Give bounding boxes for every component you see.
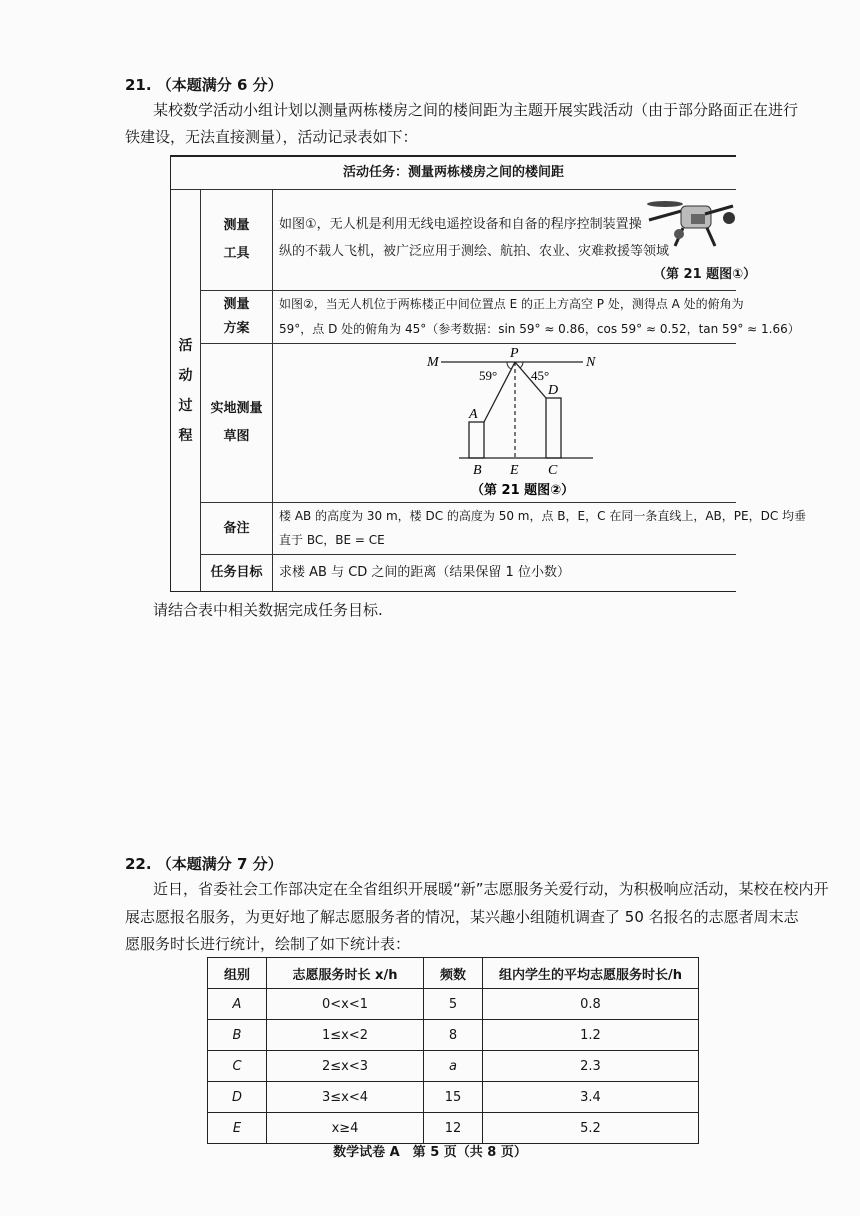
label-m: M xyxy=(427,355,439,370)
notes-content-cell xyxy=(273,503,807,555)
q22-intro-line3: 愿服务时长进行统计，绘制了如下统计表： xyxy=(125,935,411,953)
label-e: E xyxy=(510,463,519,478)
tools-figure-caption: （第 21 题图①） xyxy=(653,267,757,282)
q22-heading: 22. （本题满分 7 分） xyxy=(125,855,283,873)
table-row xyxy=(208,1082,699,1113)
notes-label: 备注 xyxy=(223,520,250,536)
table-row xyxy=(208,1020,699,1051)
drone-image xyxy=(645,194,737,264)
page-footer: 数学试卷 A 第 5 页（共 8 页） xyxy=(333,1145,527,1160)
process-label: 活动过程 xyxy=(178,337,193,444)
cell-group: D xyxy=(208,1082,267,1113)
cell-duration: x≥4 xyxy=(267,1113,424,1144)
goal-label: 任务目标 xyxy=(210,565,263,580)
q22-intro-line1: 近日，省委社会工作部决定在全省组织开展暖“新”志愿服务关爱行动，为积极响应活动，某校在校内开 xyxy=(153,880,829,898)
notes-text-2: 直于 BC，BE = CE xyxy=(279,533,385,547)
cell-duration: 0<x<1 xyxy=(267,989,424,1020)
goal-label-cell xyxy=(201,555,273,591)
sketch-figure-caption: （第 21 题图②） xyxy=(471,483,575,498)
q21-intro-line2: 铁建设，无法直接测量），活动记录表如下： xyxy=(125,128,418,146)
cell-frequency: 5 xyxy=(424,989,483,1020)
cell-average: 0.8 xyxy=(483,989,699,1020)
cell-frequency: a xyxy=(424,1051,483,1082)
table-row xyxy=(208,989,699,1020)
measurement-sketch-diagram xyxy=(423,344,623,502)
goal-content-cell xyxy=(273,555,736,591)
label-b: B xyxy=(473,463,482,478)
table-row xyxy=(208,1113,699,1144)
header-average: 组内学生的平均志愿服务时长/h xyxy=(483,958,699,989)
tools-text-1: 如图①，无人机是利用无线电遥控设备和自备的程序控制装置操 xyxy=(279,217,642,232)
cell-group: C xyxy=(208,1051,267,1082)
activity-title-cell xyxy=(171,157,736,190)
volunteer-stats-table xyxy=(207,957,699,1144)
header-duration: 志愿服务时长 x/h xyxy=(267,958,424,989)
q21-heading: 21. （本题满分 6 分） xyxy=(125,76,283,94)
q21-instruction: 请结合表中相关数据完成任务目标. xyxy=(153,601,383,619)
cell-duration: 3≤x<4 xyxy=(267,1082,424,1113)
q22-intro-line2: 展志愿报名服务，为更好地了解志愿服务者的情况，某兴趣小组随机调查了 50 名报名的志愿者周末志 xyxy=(125,908,799,926)
tools-content-cell xyxy=(273,190,757,291)
tools-text-2: 纵的不载人飞机，被广泛应用于测绘、航拍、农业、灾难救援等领域 xyxy=(279,244,670,259)
plan-label-cell xyxy=(201,291,273,344)
cell-duration: 1≤x<2 xyxy=(267,1020,424,1051)
table-row xyxy=(208,1051,699,1082)
tools-label-2: 工具 xyxy=(223,246,250,261)
plan-text-1: 如图②，当无人机位于两栋楼正中间位置点 E 的正上方高空 P 处，测得点 A 处的俯角为 xyxy=(279,297,744,311)
label-n: N xyxy=(586,355,596,370)
label-a: A xyxy=(469,407,478,422)
tools-label-1: 测量 xyxy=(223,218,250,233)
label-d: D xyxy=(548,383,559,398)
activity-record-table xyxy=(170,155,807,592)
header-group: 组别 xyxy=(208,958,267,989)
cell-average: 5.2 xyxy=(483,1113,699,1144)
cell-average: 1.2 xyxy=(483,1020,699,1051)
header-frequency: 频数 xyxy=(424,958,483,989)
goal-text: 求楼 AB 与 CD 之间的距离（结果保留 1 位小数） xyxy=(279,565,570,580)
cell-frequency: 8 xyxy=(424,1020,483,1051)
cell-frequency: 12 xyxy=(424,1113,483,1144)
cell-frequency: 15 xyxy=(424,1082,483,1113)
tools-label-cell xyxy=(201,190,273,291)
label-angle-45: 45° xyxy=(531,368,550,383)
notes-text-1: 楼 AB 的高度为 30 m，楼 DC 的高度为 50 m，点 B，E，C 在同一条直线上，AB，PE，DC 均垂 xyxy=(279,509,807,523)
label-p: P xyxy=(510,346,519,361)
sketch-label-cell xyxy=(201,344,273,503)
label-c: C xyxy=(548,463,558,478)
cell-average: 3.4 xyxy=(483,1082,699,1113)
cell-group: E xyxy=(208,1113,267,1144)
cell-group: B xyxy=(208,1020,267,1051)
q21-intro-line1: 某校数学活动小组计划以测量两栋楼房之间的楼间距为主题开展实践活动（由于部分路面正在进行 xyxy=(153,101,799,119)
plan-content-cell xyxy=(273,291,800,344)
sketch-content-cell xyxy=(273,344,736,503)
sketch-label-2: 草图 xyxy=(223,429,250,444)
activity-title: 活动任务：测量两栋楼房之间的楼间距 xyxy=(342,165,564,180)
cell-average: 2.3 xyxy=(483,1051,699,1082)
cell-group: A xyxy=(208,989,267,1020)
table-header-row xyxy=(208,958,699,989)
plan-text-2: 59°，点 D 处的俯角为 45°（参考数据：sin 59° ≈ 0.86，cos 59° ≈ 0.52，tan 59° ≈ 1.66） xyxy=(279,322,800,336)
plan-label-1: 测量 xyxy=(223,297,250,312)
sketch-label-1: 实地测量 xyxy=(210,401,263,416)
label-angle-59: 59° xyxy=(479,368,498,383)
notes-label-cell xyxy=(201,503,273,555)
plan-label-2: 方案 xyxy=(223,321,250,336)
cell-duration: 2≤x<3 xyxy=(267,1051,424,1082)
process-label-cell xyxy=(171,190,201,591)
